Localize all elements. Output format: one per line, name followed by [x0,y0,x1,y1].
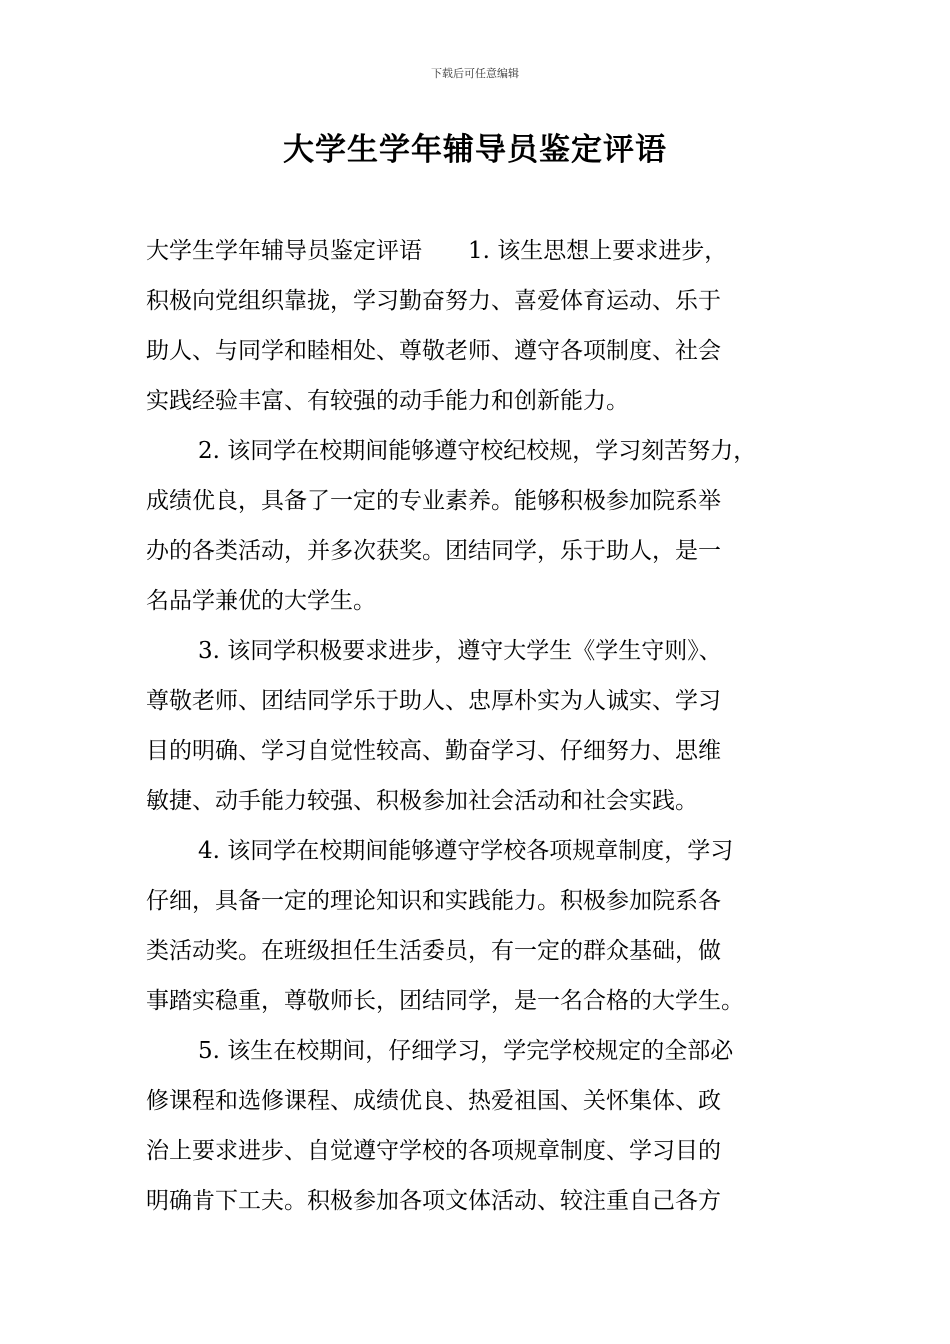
document-body [146,226,818,1226]
body-line: 2. 该同学在校期间能够遵守校纪校规，学习刻苦努力， [198,438,757,464]
body-line: 修课程和选修课程、成绩优良、热爱祖国、关怀集体、政 [146,1088,721,1114]
body-line: 实践经验丰富、有较强的动手能力和创新能力。 [146,388,629,414]
body-line: 类活动奖。在班级担任生活委员，有一定的群众基础，做 [146,938,721,964]
body-line: 3. 该同学积极要求进步，遵守大学生《学生守则》、 [198,638,722,664]
body-line: 目的明确、学习自觉性较高、勤奋学习、仔细努力、思维 [146,738,721,764]
body-line: 事踏实稳重，尊敬师长，团结同学，是一名合格的大学生。 [146,988,744,1014]
body-line: 4. 该同学在校期间能够遵守学校各项规章制度，学习 [198,838,734,864]
page-header-note: 下载后可任意编辑 [431,67,519,80]
body-line: 助人、与同学和睦相处、尊敬老师、遵守各项制度、社会 [146,338,721,364]
body-line: 积极向党组织靠拢，学习勤奋努力、喜爱体育运动、乐于 [146,288,721,314]
body-line: 仔细，具备一定的理论知识和实践能力。积极参加院系各 [146,888,721,914]
body-line: 5. 该生在校期间，仔细学习，学完学校规定的全部必 [198,1038,734,1064]
body-line: 治上要求进步、自觉遵守学校的各项规章制度、学习目的 [146,1138,721,1164]
body-line: 名品学兼优的大学生。 [146,588,376,614]
body-line: 成绩优良，具备了一定的专业素养。能够积极参加院系举 [146,488,721,514]
body-line: 敏捷、动手能力较强、积极参加社会活动和社会实践。 [146,788,698,814]
body-line: 办的各类活动，并多次获奖。团结同学，乐于助人，是一 [146,538,721,564]
document-title: 大学生学年辅导员鉴定评语 [283,132,667,168]
body-line: 大学生学年辅导员鉴定评语 1. 该生思想上要求进步， [146,238,728,264]
body-line: 尊敬老师、团结同学乐于助人、忠厚朴实为人诚实、学习 [146,688,721,714]
body-line: 明确肯下工夫。积极参加各项文体活动、较注重自己各方 [146,1188,721,1214]
